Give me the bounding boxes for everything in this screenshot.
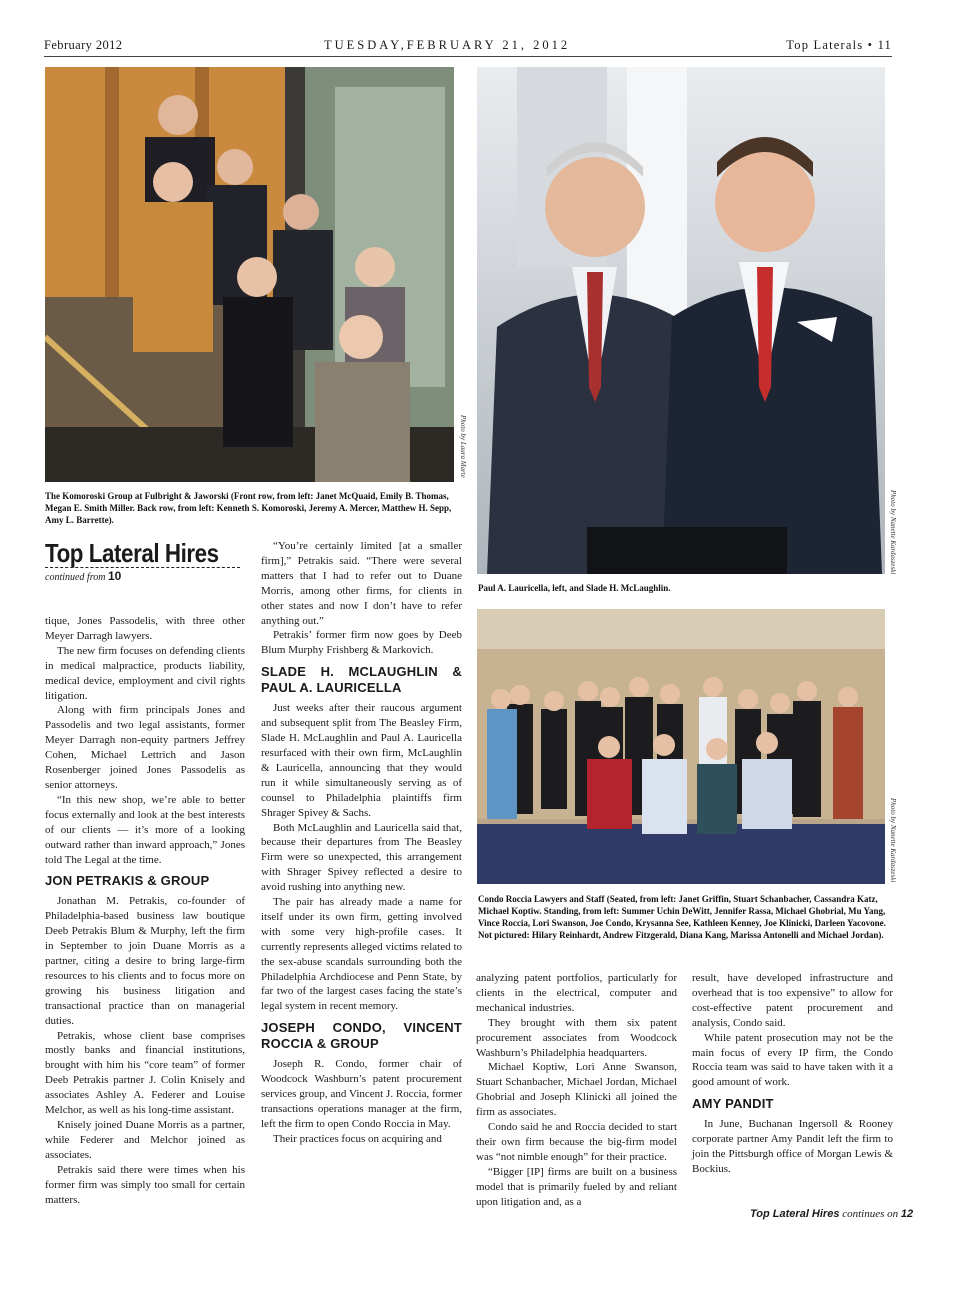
lauricella-photo-credit: Photo by Nanette Kardaszeski <box>889 490 897 575</box>
paragraph: Joseph R. Condo, former chair of Woodcock Washburn’s patent procurement services group, and Vincent J. Roccia, former transactions operations manager at the firm, left the firm to open Condo Roccia in May. <box>261 1058 462 1130</box>
paragraph: Both McLaughlin and Lauricella said that, because their departures from The Beasley Firm were so unexpected, this arrangement with Shrager Spivey reflected a desire to avoid rushing into anything new. <box>261 821 462 894</box>
paragraph: “In this new shop, we’re able to better focus externally and look at the best interests of our clients — it’s more of a looking outward rather than inward approach,” Jones told The Legal at the time. <box>45 793 245 866</box>
continued-from-page: 10 <box>107 569 122 583</box>
paragraph: Michael Koptiw, Lori Anne Swanson, Stuart Schanbacher, Michael Jordan, Michael Ghobrial and Joseph Klinicki all joined the firm as associates. <box>476 1061 677 1119</box>
paragraph: Petrakis, whose client base comprises mostly banks and financial institutions, brought with him his “core team” of former Deeb Petrakis partner J. Colin Knisely and associates Ashley A. Federer and Louise Melchor, as well as his long-time assistant. <box>45 1029 245 1117</box>
paragraph: “You’re certainly limited [at a smaller firm],” Petrakis said. “There were several matters that I had to refer out to Duane Morris, among other firms, for clients in other states and now I don’t have to refer anything out.” <box>261 540 462 627</box>
paragraph: The pair has already made a name for itself under its own firm, getting involved with some very high-profile cases. It currently represents alleged victims related to the sex-abuse scandals surrounding both the Philadelphia Archdiocese and Penn State, by far two of the largest cases facing the state’s legal system in recent memory. <box>261 896 462 1013</box>
continues-on-page: 12 <box>900 1208 914 1220</box>
paragraph: Their practices focus on acquiring and <box>273 1132 442 1145</box>
masthead-full-date: TUESDAY,FEBRUARY 21, 2012 <box>324 38 571 52</box>
section-heading-condo: JOSEPH CONDO, VINCENT ROCCIA & GROUP <box>261 1020 462 1052</box>
article-column-2 <box>261 539 462 1147</box>
condo-photo-credit: Photo by Nanette Kardaszeski <box>889 798 897 883</box>
continues-label: Top Lateral Hires <box>750 1208 840 1220</box>
article-column-4 <box>692 971 893 1177</box>
section-heading-pandit: AMY PANDIT <box>692 1096 774 1112</box>
masthead-section-page: Top Laterals • 11 <box>786 38 892 52</box>
article-title: Top Lateral Hires <box>45 538 219 568</box>
komoroski-group-photo <box>45 67 454 482</box>
komoroski-photo-caption: The Komoroski Group at Fulbright & Jaworski (Front row, from left: Janet McQuaid, Emily B. Thomas, Megan E. Smith Miller. Back row, from left: Kenneth S. Komoroski, Jeremy A. Mercer, Matthew H. Sepp, Amy L. Barrette). <box>45 491 452 525</box>
paragraph: Petrakis’ former firm now goes by Deeb Blum Murphy Frishberg & Markovich. <box>261 629 462 657</box>
paragraph: In June, Buchanan Ingersoll & Rooney corporate partner Amy Pandit left the firm to join the Pittsburgh office of Morgan Lewis & Bockius. <box>692 1118 893 1175</box>
paragraph: Condo said he and Roccia decided to start their own firm because the big-firm model was “not nimble enough” for their practice. <box>476 1121 677 1163</box>
condo-photo-caption: Condo Roccia Lawyers and Staff (Seated, from left: Janet Griffin, Stuart Schanbacher, Cassandra Katz, Michael Koptiw. Standing, from left: Summer Uchin DeWitt, Jennifer Rassa, Michael Ghobrial, Mu Yang, Vince Roccia, Lori Swanson, Joe Condo, Krysanna See, Kathleen Kenney, Joe Klinicki, Darleen Yacovone. Not pictured: Hilary Reinhardt, Andrew Fitzgerald, Diana Kang, Marissa Antonelli and Michael Jordan). <box>478 894 886 940</box>
paragraph: tique, Jones Passodelis, with three other Meyer Darragh lawyers. <box>45 615 245 642</box>
section-heading-slade: SLADE H. MCLAUGHLIN & PAUL A. LAURICELLA <box>261 664 462 696</box>
continued-from-label: continued from <box>45 572 106 583</box>
paragraph: Jonathan M. Petrakis, co-founder of Philadelphia-based business law boutique Deeb Petrakis Blum & Murphy, left the firm in September to join Duane Morris as a partner, citing a desire to bring large-firm resources to his clients and to focus more on growing his business litigation and transactional practice than on managerial duties. <box>45 895 245 1027</box>
condo-roccia-group-photo <box>477 609 885 884</box>
continued-from-line <box>45 567 240 583</box>
paragraph: result, have developed infrastructure and overhead that is too expensive” to allow for cost-effective patent procurement and analysis, Condo said. <box>692 972 893 1029</box>
komoroski-photo-credit: Photo by Laura Marte <box>459 415 467 478</box>
paragraph: Petrakis said there were times when his former firm was simply too small for certain matters. <box>45 1163 245 1206</box>
paragraph: analyzing patent portfolios, particularly for clients in the electrical, computer and mechanical industries. <box>476 972 677 1014</box>
masthead <box>44 36 892 57</box>
article-column-3 <box>476 971 677 1210</box>
paragraph: Just weeks after their raucous argument and subsequent split from The Beasley Firm, Slade H. McLaughlin and Paul A. Lauricella resurfaced with their own firm, McLaughlin & Lauricella, announcing that they would run it while simultaneously serving as of counsel to Philadelphia plaintiffs firm Shrager Spivey & Sachs. <box>261 702 462 819</box>
masthead-date: February 2012 <box>44 38 123 52</box>
paragraph: Knisely joined Duane Morris as a partner, while Federer and Melchor joined as associates. <box>45 1119 245 1161</box>
paragraph: They brought with them six patent procurement associates from Woodcock Washburn’s Philadelphia headquarters. <box>476 1016 677 1059</box>
paragraph: “Bigger [IP] firms are built on a business model that is primarily fueled by and reliant upon litigation and, as a <box>476 1165 677 1208</box>
section-heading-petrakis: JON PETRAKIS & GROUP <box>45 873 210 889</box>
article-column-1 <box>45 614 245 1207</box>
paragraph: While patent prosecution may not be the main focus of every IP firm, the Condo Roccia team was said to have taken with it a good amount of work. <box>692 1031 893 1089</box>
lauricella-mclaughlin-photo <box>477 67 885 574</box>
continues-on-text: continues on <box>842 1208 899 1220</box>
paragraph: Along with firm principals Jones and Passodelis and two legal assistants, former Meyer Darragh non-equity partners Jeffrey Cohen, Michael Lettrich and Jason Rosenberger joined Jones Passodelis as senior attorneys. <box>45 704 245 791</box>
lauricella-photo-caption: Paul A. Lauricella, left, and Slade H. McLaughlin. <box>478 583 671 593</box>
continues-on-line <box>750 1208 913 1220</box>
paragraph: The new firm focuses on defending clients in medical malpractice, products liability, medical device, employment and civil rights litigation. <box>45 644 245 702</box>
